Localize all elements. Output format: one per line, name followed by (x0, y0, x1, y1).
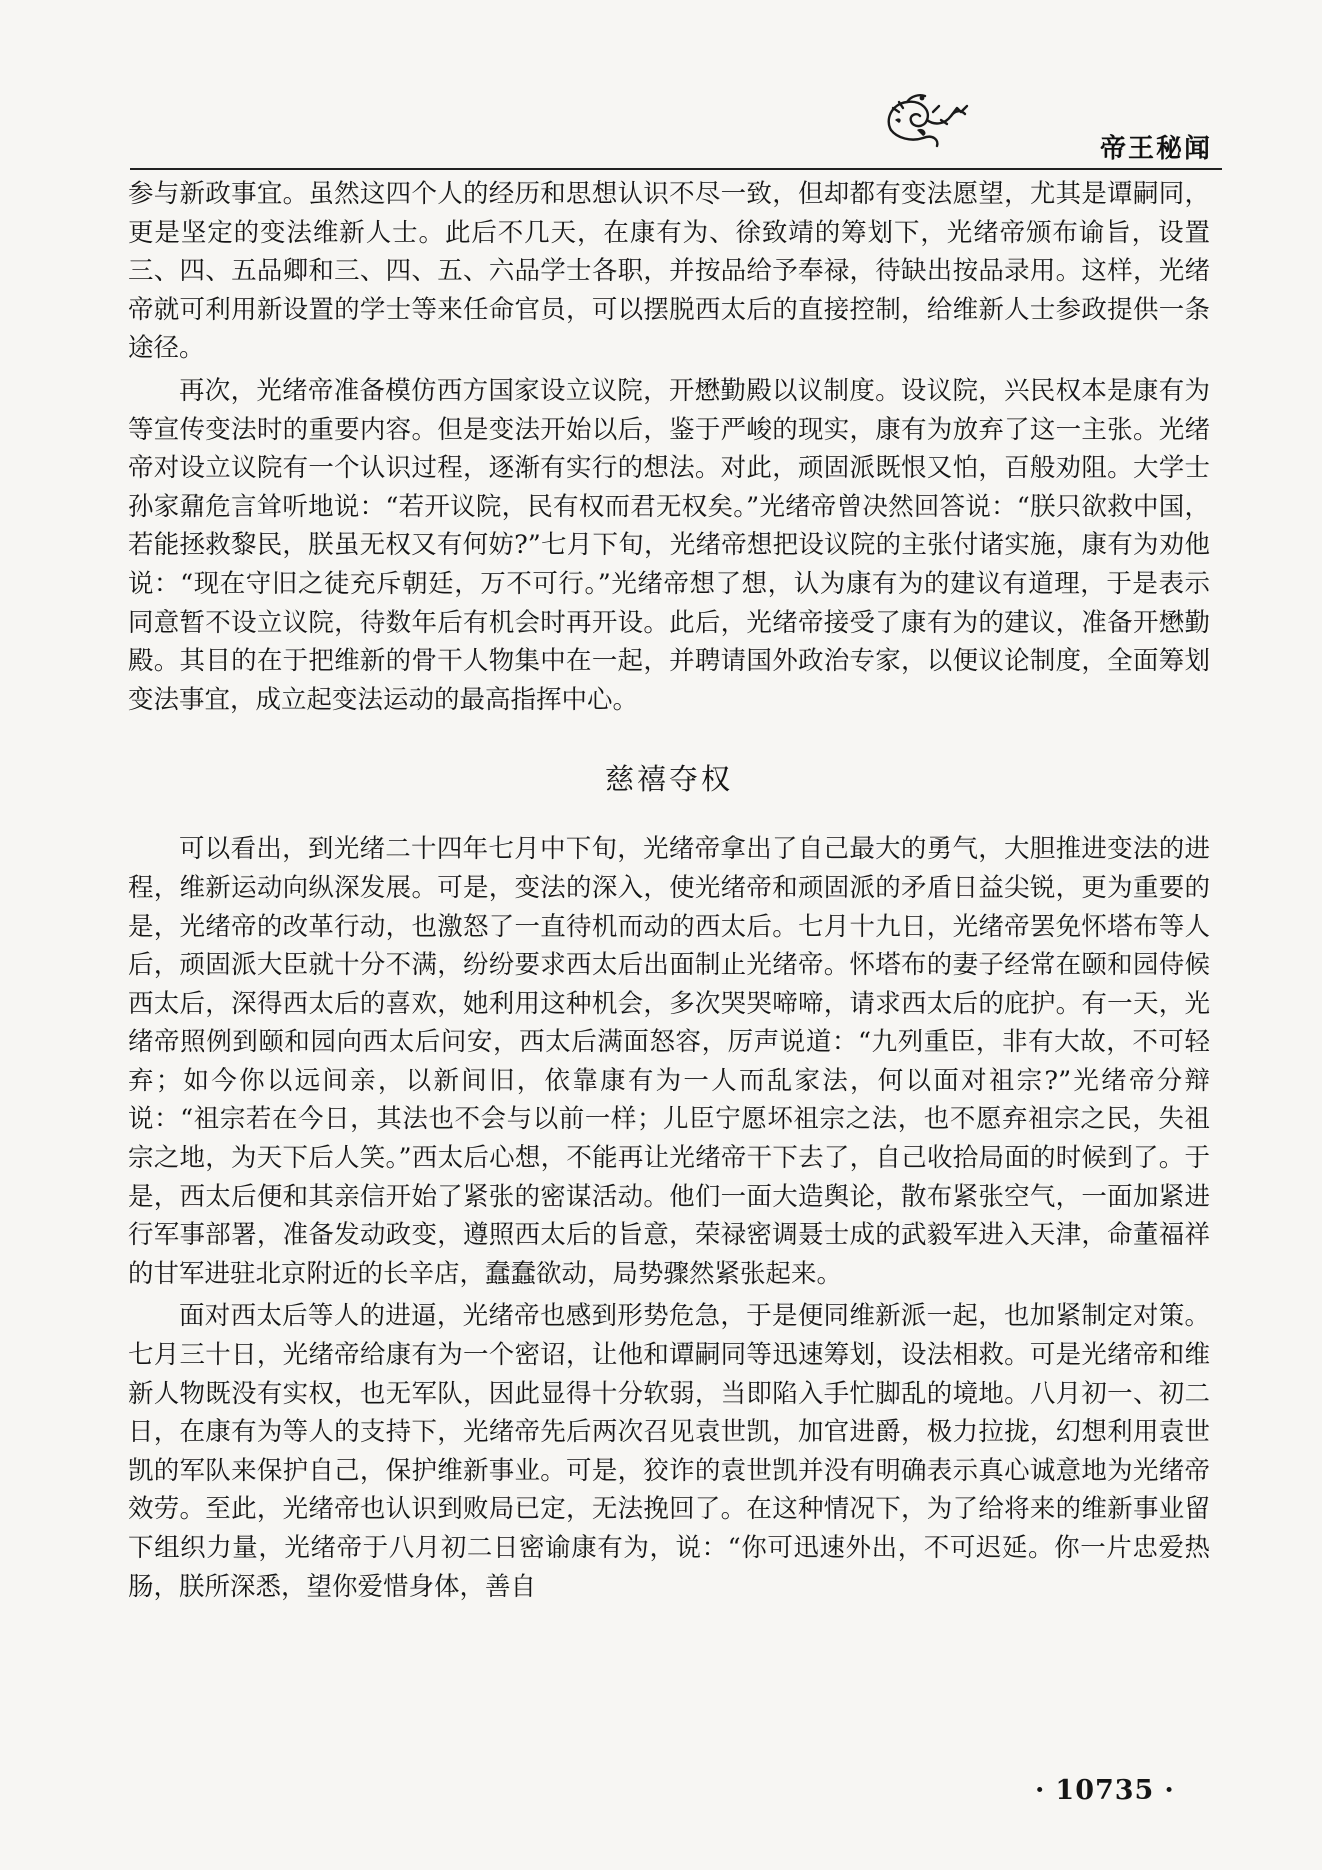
article-body (128, 175, 1210, 1610)
page-number-value: 10735 (1055, 1775, 1155, 1806)
page-header (130, 90, 1222, 164)
page-number-dot-right: · (1164, 1775, 1175, 1806)
header-rule (130, 168, 1222, 170)
running-header-title: 帝王秘闻 (1099, 134, 1212, 164)
page-number (1025, 1775, 1185, 1806)
paragraph: 面对西太后等人的进逼，光绪帝也感到形势危急，于是便同维新派一起，也加紧制定对策。七月三十日，光绪帝给康有为一个密诏，让他和谭嗣同等迅速筹划，设法相救。可是光绪帝和维新人物既没有实权，也无军队，因此显得十分软弱，当即陷入手忙脚乱的境地。八月初一、初二日，在康有为等人的支持下，光绪帝先后两次召见袁世凯，加官进爵，极力拉拢，幻想利用袁世凯的军队来保护自己，保护维新事业。可是，狡诈的袁世凯并没有明确表示真心诚意地为光绪帝效劳。至此，光绪帝也认识到败局已定，无法挽回了。在这种情况下，为了给将来的维新事业留下组织力量，光绪帝于八月初二日密谕康有为，说：“你可迅速外出，不可迟延。你一片忠爱热肠，朕所深悉，望你爱惜身体，善自 (128, 1301, 1210, 1602)
paragraph: 再次，光绪帝准备模仿西方国家设立议院，开懋勤殿以议制度。设议院，兴民权本是康有为等宣传变法时的重要内容。但是变法开始以后，鉴于严峻的现实，康有为放弃了这一主张。光绪帝对设立议院有一个认识过程，逐渐有实行的想法。对此，顽固派既恨又怕，百般劝阻。大学士孙家鼐危言耸听地说：“若开议院，民有权而君无权矣。”光绪帝曾决然回答说：“朕只欲救中国，若能拯救黎民，朕虽无权又有何妨?”七月下旬，光绪帝想把设议院的主张付诸实施，康有为劝他说：“现在守旧之徒充斥朝廷，万不可行。”光绪帝想了想，认为康有为的建议有道理，于是表示同意暂不设立议院，待数年后有机会时再开设。此后，光绪帝接受了康有为的建议，准备开懋勤殿。其目的在于把维新的骨干人物集中在一起，并聘请国外政治专家，以便议论制度，全面筹划变法事宜，成立起变法运动的最高指挥中心。 (128, 375, 1210, 715)
dragon-icon (877, 90, 972, 150)
page-number-dot-left: · (1035, 1775, 1046, 1806)
paragraph: 可以看出，到光绪二十四年七月中下旬，光绪帝拿出了自己最大的勇气，大胆推进变法的进程，维新运动向纵深发展。可是，变法的深入，使光绪帝和顽固派的矛盾日益尖锐，更为重要的是，光绪帝的改革行动，也激怒了一直待机而动的西太后。七月十九日，光绪帝罢免怀塔布等人后，顽固派大臣就十分不满，纷纷要求西太后出面制止光绪帝。怀塔布的妻子经常在颐和园侍候西太后，深得西太后的喜欢，她利用这种机会，多次哭哭啼啼，请求西太后的庇护。有一天，光绪帝照例到颐和园向西太后问安，西太后满面怒容，厉声说道：“九列重臣，非有大故，不可轻弃；如今你以远间亲，以新间旧，依靠康有为一人而乱家法，何以面对祖宗?”光绪帝分辩说：“祖宗若在今日，其法也不会与以前一样；儿臣宁愿坏祖宗之法，也不愿弃祖宗之民，失祖宗之地，为天下后人笑。”西太后心想，不能再让光绪帝干下去了，自己收拾局面的时候到了。于是，西太后便和其亲信开始了紧张的密谋活动。他们一面大造舆论，散布紧张空气，一面加紧进行军事部署，准备发动政变，遵照西太后的旨意，荣禄密调聂士成的武毅军进入天津，命董福祥的甘军进驻北京附近的长辛店，蠢蠢欲动，局势骤然紧张起来。 (128, 834, 1210, 1289)
paragraph: 参与新政事宜。虽然这四个人的经历和思想认识不尽一致，但却都有变法愿望，尤其是谭嗣同，更是坚定的变法维新人士。此后不几天，在康有为、徐致靖的筹划下，光绪帝颁布谕旨，设置三、四、五品卿和三、四、五、六品学士各职，并按品给予奉禄，待缺出按品录用。这样，光绪帝就可利用新设置的学士等来任命官员，可以摆脱西太后的直接控制，给维新人士参政提供一条途径。 (128, 179, 1210, 364)
section-title: 慈禧夺权 (604, 762, 733, 797)
